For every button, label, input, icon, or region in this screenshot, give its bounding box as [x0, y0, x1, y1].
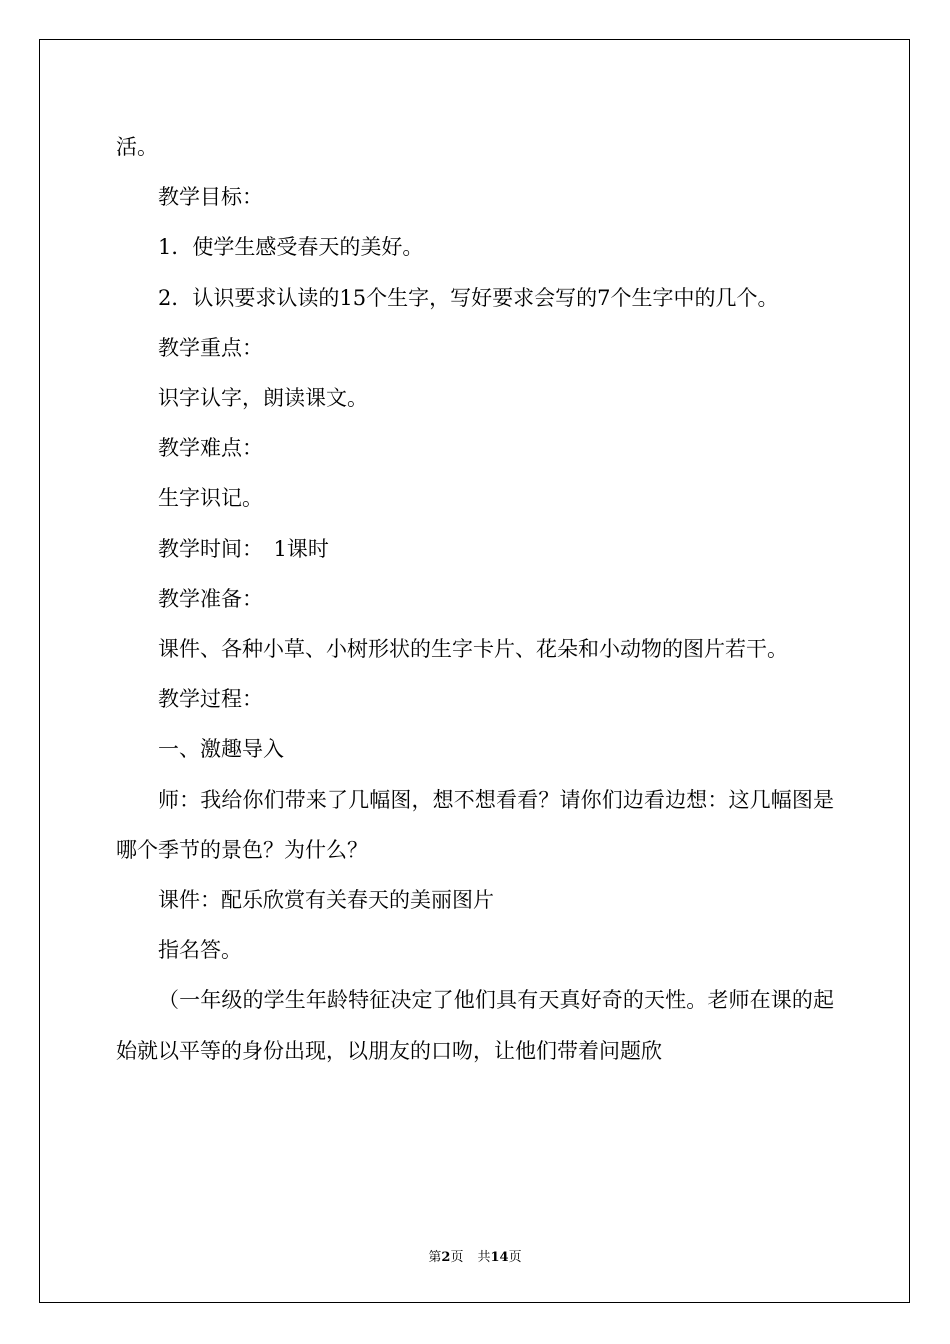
paragraph: 课件、各种小草、小树形状的生字卡片、花朵和小动物的图片若干。 — [158, 637, 788, 662]
paragraph: 课件：配乐欣赏有关春天的美丽图片 — [158, 888, 494, 913]
document-body — [116, 122, 834, 1076]
paragraph: 1．使学生感受春天的美好。 — [158, 235, 424, 260]
paragraph: 2．认识要求认读的15个生字，写好要求会写的7个生字中的几个。 — [158, 285, 779, 310]
paragraph: 教学重点： — [158, 335, 263, 360]
paragraph: 师：我给你们带来了几幅图，想不想看看？请你们边看边想：这几幅图是哪个季节的景色？为什么？ — [116, 787, 834, 862]
paragraph: 活。 — [116, 135, 158, 159]
page-footer — [0, 1246, 950, 1265]
paragraph: 一、激趣导入 — [158, 737, 284, 762]
page-suffix: 页 — [450, 1250, 464, 1265]
paragraph: 教学准备： — [158, 586, 263, 611]
paragraph: 教学难点： — [158, 436, 263, 461]
page-number: 2 — [441, 1250, 451, 1265]
paragraph: （一年级的学生年龄特征决定了他们具有天真好奇的天性。老师在课的起始就以平等的身份出现，以朋友的口吻，让他们带着问题欣 — [116, 988, 834, 1063]
paragraph: 教学目标： — [158, 185, 263, 210]
paragraph: 教学过程： — [158, 687, 263, 712]
total-prefix: 共 — [477, 1250, 491, 1265]
paragraph: 生字识记。 — [158, 486, 263, 511]
paragraph: 识字认字，朗读课文。 — [158, 386, 368, 411]
page-prefix: 第 — [428, 1250, 442, 1265]
paragraph: 指名答。 — [158, 938, 242, 963]
total-pages: 14 — [490, 1250, 509, 1265]
paragraph: 教学时间： 1课时 — [158, 536, 329, 561]
total-suffix: 页 — [508, 1250, 522, 1265]
